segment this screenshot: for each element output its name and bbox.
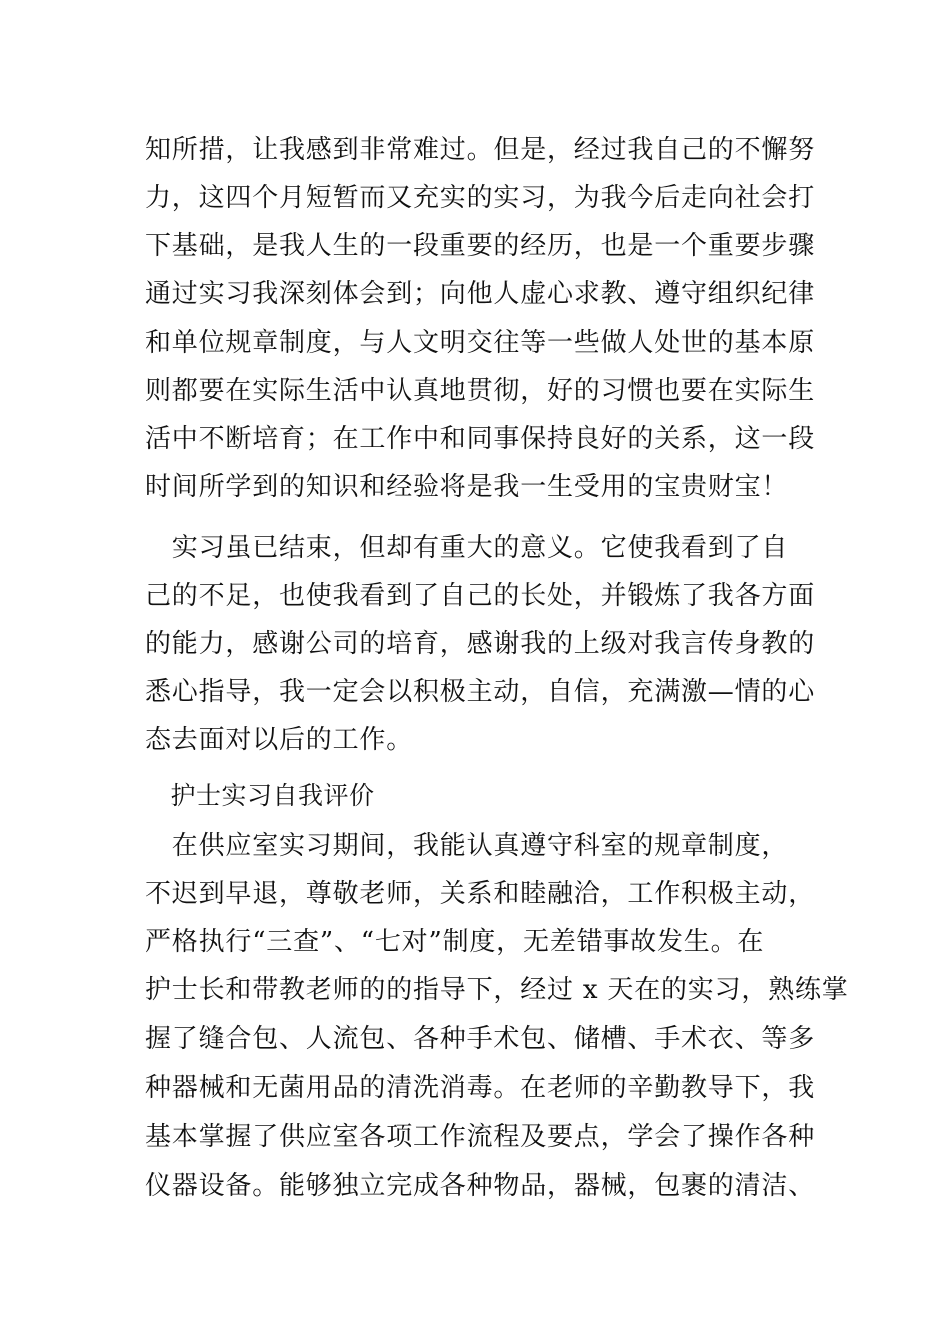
text-line: 则都要在实际生活中认真地贯彻，好的习惯也要在实际生 bbox=[145, 376, 816, 406]
text-line: 知所措，让我感到非常难过。但是，经过我自己的不懈努 bbox=[145, 135, 816, 165]
text-line: 握了缝合包、人流包、各种手术包、储槽、手术衣、等多 bbox=[145, 1024, 816, 1054]
text-line: 通过实习我深刻体会到；向他人虚心求教、遵守组织纪律 bbox=[145, 279, 816, 309]
text-line: 的能力，感谢公司的培育，感谢我的上级对我言传身教的 bbox=[145, 629, 816, 659]
text-line: 种器械和无菌用品的清洗消毒。在老师的辛勤教导下，我 bbox=[145, 1073, 816, 1103]
text-line: 护士长和带教老师的的指导下，经过 x 天在的实习，熟练掌 bbox=[145, 975, 849, 1005]
text-line: 活中不断培育；在工作中和同事保持良好的关系，这一段 bbox=[145, 424, 816, 454]
text-line: 下基础，是我人生的一段重要的经历，也是一个重要步骤 bbox=[145, 231, 816, 261]
text-line: 基本掌握了供应室各项工作流程及要点，学会了操作各种 bbox=[145, 1122, 816, 1152]
paragraph-start-line: 在供应室实习期间，我能认真遵守科室的规章制度， bbox=[145, 831, 789, 861]
text-line: 不迟到早退，尊敬老师，关系和睦融洽，工作积极主动， bbox=[145, 879, 816, 909]
text-line: 态去面对以后的工作。 bbox=[145, 725, 414, 755]
text-line: 和单位规章制度，与人文明交往等一些做人处世的基本原 bbox=[145, 328, 816, 358]
text-line: 己的不足，也使我看到了自己的长处，并锻炼了我各方面 bbox=[145, 581, 816, 611]
paragraph-start-line: 实习虽已结束，但却有重大的意义。它使我看到了自 bbox=[145, 533, 789, 563]
text-line: 力，这四个月短暂而又充实的实习，为我今后走向社会打 bbox=[145, 183, 816, 213]
text-line: 时间所学到的知识和经验将是我一生受用的宝贵财宝！ bbox=[145, 472, 789, 502]
section-heading: 护士实习自我评价 bbox=[145, 781, 375, 810]
text-line: 悉心指导，我一定会以积极主动，自信，充满激—情的心 bbox=[145, 677, 816, 707]
text-line: 严格执行“三查”、“七对”制度，无差错事故发生。在 bbox=[145, 927, 765, 957]
text-line: 仪器设备。能够独立完成各种物品，器械，包裹的清洁、 bbox=[145, 1171, 816, 1201]
